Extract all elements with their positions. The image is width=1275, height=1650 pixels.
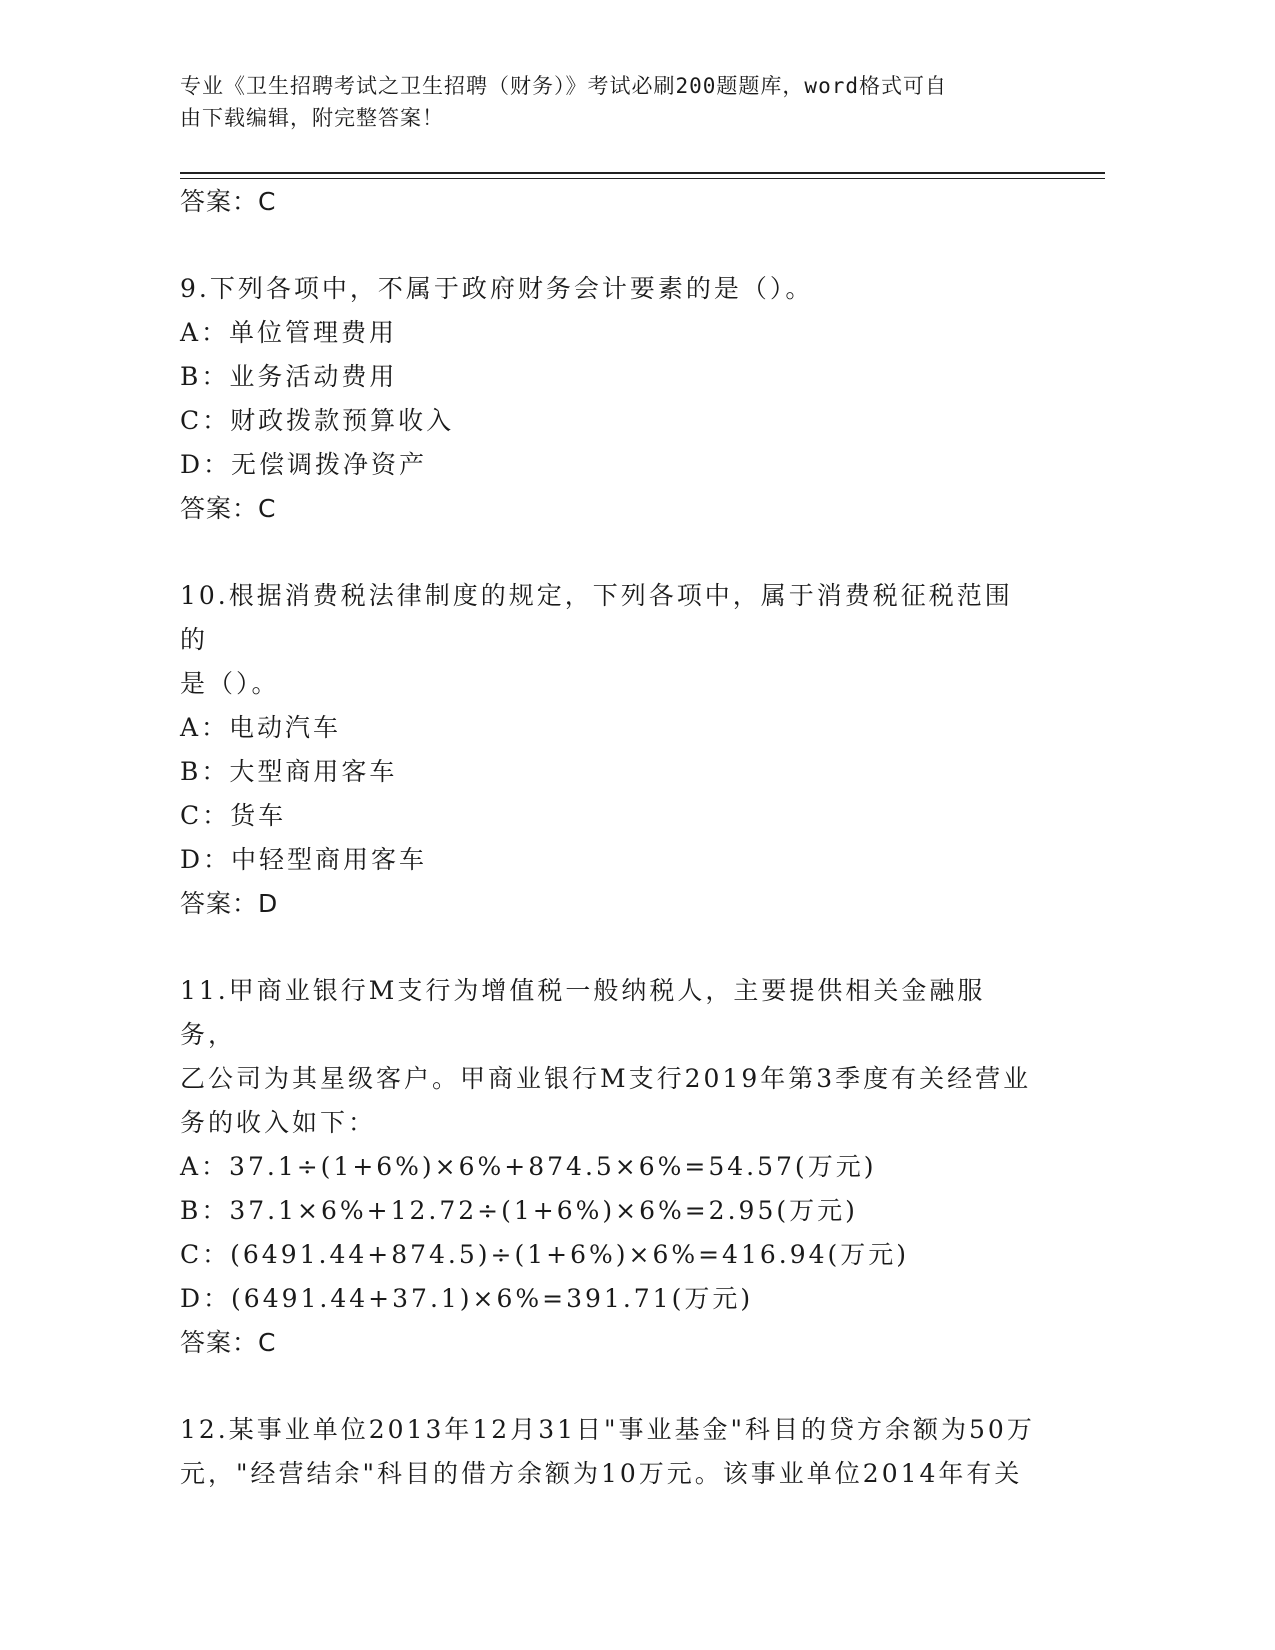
question-9-option-c: C：财政拨款预算收入 bbox=[180, 406, 455, 435]
header-line-2: 由下载编辑，附完整答案！ bbox=[180, 106, 444, 130]
question-10-line-2: 是（）。 bbox=[180, 669, 280, 698]
question-9: 9.下列各项中，不属于政府财务会计要素的是（）。 bbox=[180, 274, 814, 303]
question-11-answer: 答案：C bbox=[180, 1328, 277, 1357]
question-9-answer: 答案：C bbox=[180, 494, 277, 523]
question-12 bbox=[180, 1408, 1040, 1496]
question-10-option-d: D：中轻型商用客车 bbox=[180, 845, 428, 874]
question-10-option-a: A：电动汽车 bbox=[180, 713, 342, 742]
question-10-line-1: 10.根据消费税法律制度的规定，下列各项中，属于消费税征税范围的 bbox=[180, 581, 1013, 654]
question-11 bbox=[180, 969, 1040, 1145]
document-header bbox=[180, 70, 1040, 134]
question-10-option-c: C：货车 bbox=[180, 801, 287, 830]
question-9-option-a: A：单位管理费用 bbox=[180, 318, 398, 347]
question-9-option-d: D：无偿调拨净资产 bbox=[180, 450, 428, 479]
question-11-option-b: B：37.1×6%+12.72÷(1+6%)×6%=2.95(万元) bbox=[180, 1196, 858, 1225]
question-11-line-1: 11.甲商业银行M支行为增值税一般纳税人，主要提供相关金融服务， bbox=[180, 976, 986, 1049]
question-11-option-d: D：(6491.44+37.1)×6%=391.71(万元) bbox=[180, 1284, 754, 1313]
question-11-line-3: 务的收入如下： bbox=[180, 1108, 377, 1137]
question-12-line-1: 12.某事业单位2013年12月31日"事业基金"科目的贷方余额为50万 bbox=[180, 1415, 1035, 1444]
question-9-option-b: B：业务活动费用 bbox=[180, 362, 398, 391]
question-11-line-2: 乙公司为其星级客户。甲商业银行M支行2019年第3季度有关经营业 bbox=[180, 1064, 1032, 1093]
question-11-option-c: C：(6491.44+874.5)÷(1+6%)×6%=416.94(万元) bbox=[180, 1240, 910, 1269]
question-10-option-b: B：大型商用客车 bbox=[180, 757, 398, 786]
header-divider bbox=[180, 172, 1105, 179]
previous-answer: 答案：C bbox=[180, 187, 277, 216]
question-10 bbox=[180, 574, 1040, 706]
header-line-1: 专业《卫生招聘考试之卫生招聘（财务）》考试必刷200题题库，word格式可自 bbox=[180, 74, 947, 98]
question-11-option-a: A：37.1÷(1+6%)×6%+874.5×6%=54.57(万元) bbox=[180, 1152, 877, 1181]
question-10-answer: 答案：D bbox=[180, 889, 279, 918]
question-12-line-2: 元，"经营结余"科目的借方余额为10万元。该事业单位2014年有关 bbox=[180, 1459, 1023, 1488]
document-body bbox=[180, 180, 1040, 1496]
